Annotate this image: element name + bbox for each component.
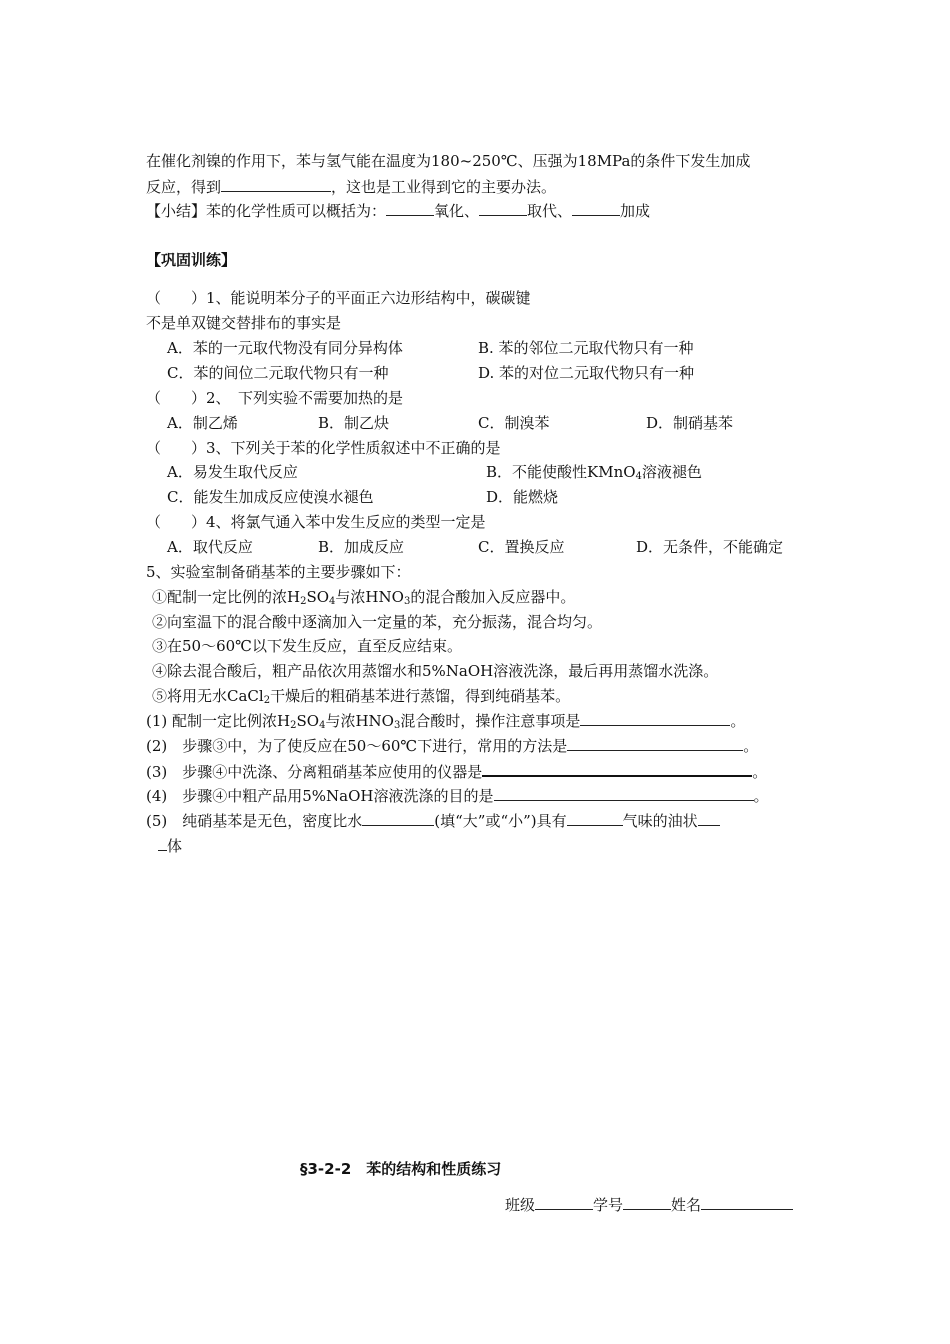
student-info-line bbox=[505, 1195, 793, 1215]
q5-part-1 bbox=[146, 711, 745, 731]
answer-blank[interactable] bbox=[494, 786, 754, 801]
q5-part-5-continued bbox=[158, 836, 182, 856]
answer-blank[interactable] bbox=[567, 811, 623, 826]
q1-stem-line-2: 不是单双键交替排布的事实是 bbox=[146, 314, 342, 332]
q5-part-1-text: SO bbox=[296, 712, 320, 730]
period: 。 bbox=[730, 712, 746, 730]
q5-part-3-text: (3) 步骤④中洗涤、分离粗硝基苯应使用的仪器是 bbox=[146, 763, 483, 781]
period: 。 bbox=[753, 787, 769, 805]
answer-blank[interactable] bbox=[221, 177, 331, 192]
subscript: 4 bbox=[319, 720, 326, 731]
q3-option-b[interactable] bbox=[486, 462, 702, 482]
q1-stem-line-1: （ ）1、能说明苯分子的平面正六边形结构中，碳碳键 bbox=[146, 289, 531, 307]
number-field[interactable] bbox=[623, 1195, 671, 1210]
name-label: 姓名 bbox=[671, 1196, 702, 1214]
answer-blank[interactable] bbox=[698, 811, 720, 826]
q5-step-3: ③在50～60℃以下发生反应，直至反应结束。 bbox=[152, 637, 462, 655]
q5-step-4: ④除去混合酸后，粗产品依次用蒸馏水和5%NaOH溶液洗涤，最后再用蒸馏水洗涤。 bbox=[152, 662, 719, 680]
class-label: 班级 bbox=[505, 1196, 536, 1214]
q5-part-1-text: (1) 配制一定比例浓H bbox=[146, 712, 291, 730]
answer-blank[interactable] bbox=[572, 201, 620, 216]
q5-part-5-end: 体 bbox=[167, 837, 183, 855]
q1-option-d[interactable]: D. 苯的对位二元取代物只有一种 bbox=[478, 364, 695, 382]
q5-step-5 bbox=[152, 686, 570, 706]
answer-blank[interactable] bbox=[479, 201, 527, 216]
q5-part-4 bbox=[146, 786, 769, 806]
answer-blank[interactable] bbox=[386, 201, 434, 216]
q2-option-b[interactable]: B．制乙炔 bbox=[318, 414, 390, 432]
q3-option-a[interactable]: A．易发生取代反应 bbox=[167, 463, 298, 481]
q4-option-b[interactable]: B．加成反应 bbox=[318, 538, 405, 556]
summary-label: 【小结】苯的化学性质可以概括为： bbox=[146, 202, 387, 220]
subscript: 3 bbox=[403, 596, 411, 607]
q5-part-2-text: (2) 步骤③中，为了使反应在50～60℃下进行，常用的方法是 bbox=[146, 737, 568, 755]
intro-line-2-end: ，这也是工业得到它的主要办法。 bbox=[331, 178, 557, 196]
q3-option-b-text-end: 溶液褪色 bbox=[641, 463, 702, 481]
section-heading: 【巩固训练】 bbox=[146, 251, 237, 269]
answer-blank[interactable] bbox=[362, 811, 434, 826]
intro-line-2 bbox=[146, 177, 556, 197]
worksheet-title: §3-2-2 苯的结构和性质练习 bbox=[300, 1160, 502, 1178]
subscript: 2 bbox=[263, 695, 271, 706]
q5-step-5-text: 干燥后的粗硝基苯进行蒸馏，得到纯硝基苯。 bbox=[270, 687, 571, 705]
q2-option-c[interactable]: C．制溴苯 bbox=[478, 414, 550, 432]
q3-option-d[interactable]: D．能燃烧 bbox=[486, 488, 559, 506]
answer-blank[interactable] bbox=[158, 836, 167, 851]
summary-substitution: 取代、 bbox=[527, 202, 573, 220]
q5-part-5-text: (填“大”或“小”)具有 bbox=[434, 812, 567, 830]
period: 。 bbox=[752, 763, 768, 781]
q1-option-c[interactable]: C．苯的间位二元取代物只有一种 bbox=[167, 364, 389, 382]
q4-stem: （ ）4、将氯气通入苯中发生反应的类型一定是 bbox=[146, 513, 486, 531]
q5-step-1-text: ①配制一定比例的浓H bbox=[152, 588, 301, 606]
q2-option-d[interactable]: D．制硝基苯 bbox=[646, 414, 734, 432]
subscript: 2 bbox=[300, 596, 307, 607]
q3-option-c[interactable]: C．能发生加成反应使溴水褪色 bbox=[167, 488, 374, 506]
q5-part-2 bbox=[146, 736, 758, 756]
q1-option-b[interactable]: B. 苯的邻位二元取代物只有一种 bbox=[478, 339, 694, 357]
summary-addition: 加成 bbox=[620, 202, 651, 220]
period: 。 bbox=[743, 737, 759, 755]
q5-step-2: ②向室温下的混合酸中逐滴加入一定量的苯，充分振荡，混合均匀。 bbox=[152, 613, 603, 631]
q5-part-5-text: (5) 纯硝基苯是无色，密度比水 bbox=[146, 812, 363, 830]
subscript: 2 bbox=[290, 720, 297, 731]
subscript: 4 bbox=[329, 596, 336, 607]
q5-part-3 bbox=[146, 761, 767, 782]
q5-stem: 5、实验室制备硝基苯的主要步骤如下： bbox=[146, 563, 411, 581]
answer-blank[interactable] bbox=[580, 711, 730, 726]
q5-step-1-text: 与浓HNO bbox=[335, 588, 404, 606]
q5-step-1-text: 的混合酸加入反应器中。 bbox=[410, 588, 576, 606]
q5-step-1-text: SO bbox=[306, 588, 330, 606]
q5-step-5-text: ⑤将用无水CaCl bbox=[152, 687, 264, 705]
q2-option-a[interactable]: A．制乙烯 bbox=[167, 414, 238, 432]
q5-part-4-text: (4) 步骤④中粗产品用5%NaOH溶液洗涤的目的是 bbox=[146, 787, 494, 805]
q5-part-1-text: 混合酸时，操作注意事项是 bbox=[400, 712, 581, 730]
q1-option-a[interactable]: A．苯的一元取代物没有同分异构体 bbox=[167, 339, 403, 357]
number-label: 学号 bbox=[593, 1196, 624, 1214]
summary-line bbox=[146, 201, 650, 221]
summary-oxidation: 氧化、 bbox=[434, 202, 480, 220]
answer-blank[interactable] bbox=[482, 761, 752, 777]
q3-stem: （ ）3、下列关于苯的化学性质叙述中不正确的是 bbox=[146, 439, 501, 457]
q4-option-d[interactable]: D．无条件，不能确定 bbox=[636, 538, 784, 556]
subscript: 4 bbox=[635, 471, 642, 482]
q5-part-5 bbox=[146, 811, 720, 831]
q4-option-a[interactable]: A．取代反应 bbox=[167, 538, 253, 556]
name-field[interactable] bbox=[701, 1195, 793, 1210]
class-field[interactable] bbox=[535, 1195, 593, 1210]
q5-part-1-text: 与浓HNO bbox=[325, 712, 394, 730]
q3-option-b-text: B．不能使酸性KMnO bbox=[486, 463, 636, 481]
q4-option-c[interactable]: C．置换反应 bbox=[478, 538, 565, 556]
subscript: 3 bbox=[393, 720, 401, 731]
intro-line-2-start: 反应，得到 bbox=[146, 178, 222, 196]
intro-line-1: 在催化剂镍的作用下，苯与氢气能在温度为180~250℃、压强为18MPa的条件下发生加成 bbox=[146, 152, 751, 170]
answer-blank[interactable] bbox=[567, 736, 743, 751]
q5-part-5-text: 气味的油状 bbox=[622, 812, 698, 830]
q2-stem: （ ）2、 下列实验不需要加热的是 bbox=[146, 389, 404, 407]
q5-step-1 bbox=[152, 587, 575, 607]
